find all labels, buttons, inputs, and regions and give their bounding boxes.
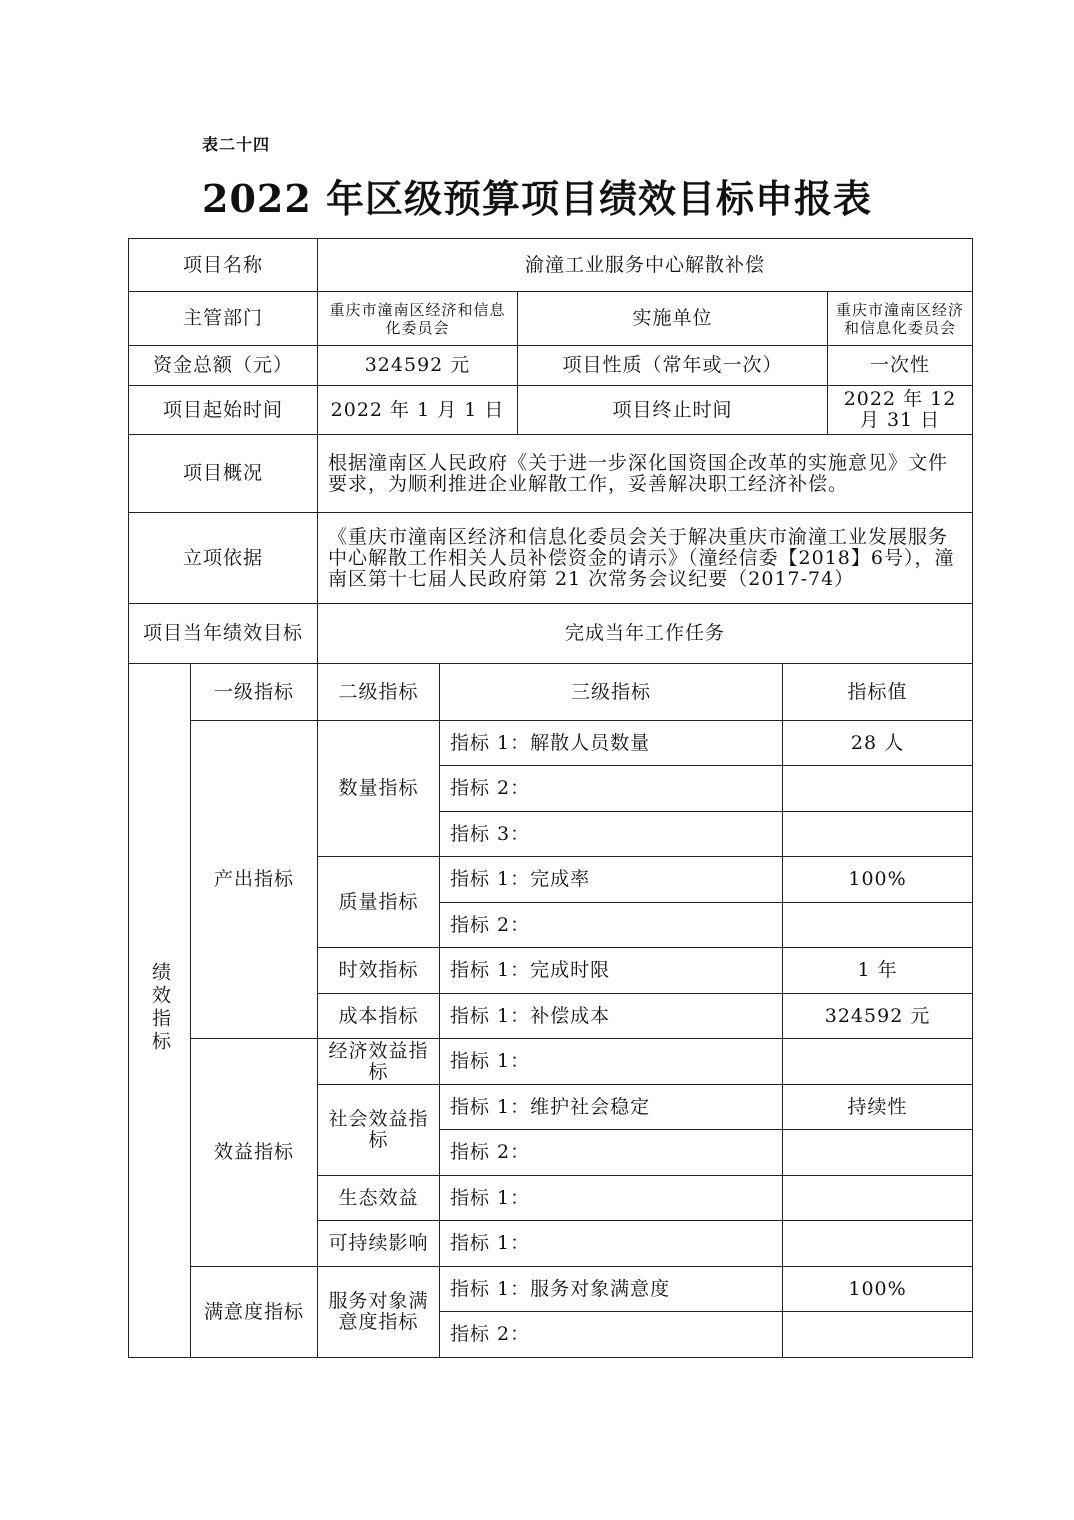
social-benefit-indicators: 社会效益指标 [318,1085,440,1176]
start-value: 2022 年 1 月 1 日 [318,386,518,435]
row-basis [129,513,973,604]
indicator-value: 324592 元 [783,994,973,1039]
nature-value: 一次性 [828,346,973,386]
row-indicator-headers [129,664,973,721]
indicator-value: 100% [783,857,973,903]
indicator-name: 指标 1：服务对象满意度 [440,1267,783,1312]
fund-label: 资金总额（元） [129,346,318,386]
indicator-value [783,812,973,857]
cost-indicators: 成本指标 [318,994,440,1039]
indicator-name: 指标 2： [440,1312,783,1358]
table-number-label: 表二十四 [202,135,271,154]
nature-label: 项目性质（常年或一次） [518,346,828,386]
indicator-name: 指标 1： [440,1039,783,1085]
header-value: 指标值 [783,664,973,721]
row-fund [129,346,973,386]
indicator-name: 指标 3： [440,812,783,857]
project-name-label: 项目名称 [129,239,318,292]
indicator-name: 指标 1： [440,1176,783,1221]
section-performance-indicators-label: 绩效指标 [149,962,171,1054]
basis-label: 立项依据 [129,513,318,604]
header-level1: 一级指标 [191,664,318,721]
row-goal [129,604,973,664]
indicator-name: 指标 2： [440,766,783,812]
quantity-indicators: 数量指标 [318,721,440,857]
document-title: 2022 年区级预算项目绩效目标申报表 [202,176,872,221]
indicator-name: 指标 1：补偿成本 [440,994,783,1039]
indicator-name: 指标 1：完成率 [440,857,783,903]
performance-target-table [128,238,973,1358]
impl-label: 实施单位 [518,292,828,346]
indicator-name: 指标 1： [440,1221,783,1267]
satisfaction-indicators: 满意度指标 [191,1267,318,1358]
indicator-row [129,1267,973,1312]
benefit-indicators: 效益指标 [191,1039,318,1267]
dept-label: 主管部门 [129,292,318,346]
indicator-name: 指标 2： [440,1130,783,1176]
end-label: 项目终止时间 [518,386,828,435]
overview-label: 项目概况 [129,435,318,513]
indicator-value [783,1039,973,1085]
dept-value: 重庆市潼南区经济和信息化委员会 [318,292,518,346]
indicator-value [783,766,973,812]
indicator-value: 持续性 [783,1085,973,1130]
output-indicators: 产出指标 [191,721,318,1039]
start-label: 项目起始时间 [129,386,318,435]
indicator-name: 指标 2： [440,903,783,948]
goal-label: 项目当年绩效目标 [129,604,318,664]
sustainable-impact-indicators: 可持续影响 [318,1221,440,1267]
row-period [129,386,973,435]
ecological-benefit-indicators: 生态效益 [318,1176,440,1221]
indicator-value: 1 年 [783,948,973,994]
indicator-value: 100% [783,1267,973,1312]
indicator-row [129,1039,973,1085]
basis-value: 《重庆市潼南区经济和信息化委员会关于解决重庆市渝潼工业发展服务中心解散工作相关人员补偿资金的请示》（潼经信委【2018】6号），潼南区第十七届人民政府第 21 次常务会议纪要（2017-74） [318,513,973,604]
indicator-name: 指标 1：完成时限 [440,948,783,994]
row-department [129,292,973,346]
timeliness-indicators: 时效指标 [318,948,440,994]
project-name-value: 渝潼工业服务中心解散补偿 [318,239,973,292]
indicator-value [783,1176,973,1221]
impl-value: 重庆市潼南区经济和信息化委员会 [828,292,973,346]
header-level3: 三级指标 [440,664,783,721]
row-overview [129,435,973,513]
section-performance-indicators [129,664,191,1358]
indicator-name: 指标 1：维护社会稳定 [440,1085,783,1130]
indicator-name: 指标 1：解散人员数量 [440,721,783,766]
service-satisfaction-indicators: 服务对象满意度指标 [318,1267,440,1358]
economic-benefit-indicators: 经济效益指标 [318,1039,440,1085]
fund-value: 324592 元 [318,346,518,386]
overview-value: 根据潼南区人民政府《关于进一步深化国资国企改革的实施意见》文件要求，为顺利推进企业解散工作，妥善解决职工经济补偿。 [318,435,973,513]
indicator-value [783,1130,973,1176]
quality-indicators: 质量指标 [318,857,440,948]
indicator-value [783,1221,973,1267]
header-level2: 二级指标 [318,664,440,721]
indicator-value [783,903,973,948]
end-value: 2022 年 12 月 31 日 [828,386,973,435]
row-project-name [129,239,973,292]
indicator-value: 28 人 [783,721,973,766]
goal-value: 完成当年工作任务 [318,604,973,664]
indicator-row [129,721,973,766]
indicator-value [783,1312,973,1358]
